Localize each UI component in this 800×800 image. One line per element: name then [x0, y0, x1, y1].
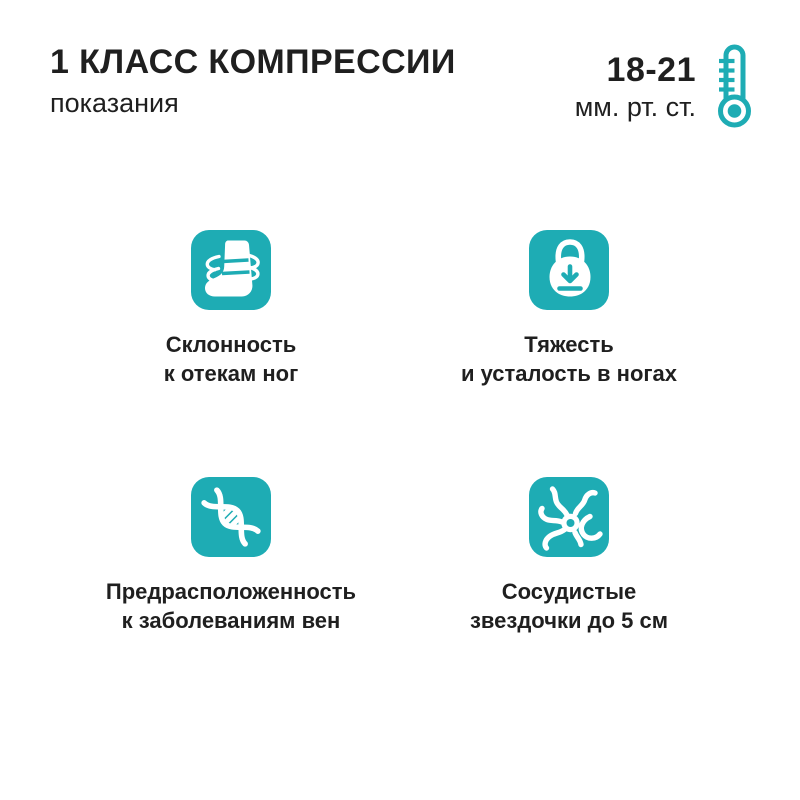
indication-label-line2: к заболеваниям вен: [121, 608, 341, 633]
indication-label-line2: и усталость в ногах: [460, 361, 678, 386]
pressure-block: [575, 41, 762, 132]
spider-veins-icon: [529, 477, 609, 557]
indication-label: [164, 330, 299, 388]
page-subtitle: показания: [50, 88, 179, 118]
pressure-text: [575, 51, 696, 123]
indication-label-line1: Сосудистые: [501, 579, 637, 604]
pressure-value: 18-21: [606, 50, 696, 89]
indication-item-swelling: [62, 230, 400, 388]
header: [50, 44, 456, 118]
ankle-compression-icon: [191, 230, 271, 310]
indication-label: [461, 330, 677, 388]
pressure-unit: мм. рт. ст.: [574, 91, 696, 122]
indication-item-spider-veins: [400, 477, 738, 635]
kettlebell-weight-icon: [529, 230, 609, 310]
indication-label: [470, 577, 668, 635]
indication-item-predisposition: [62, 477, 400, 635]
indication-label-line1: Склонность: [165, 332, 297, 357]
indication-item-heaviness: [400, 230, 738, 388]
indication-label-line1: Тяжесть: [524, 332, 614, 357]
indications-grid: [62, 230, 738, 635]
indication-label-line1: Предрасположенность: [105, 579, 357, 604]
thermometer-icon: [705, 41, 762, 132]
page-title: 1 КЛАСС КОМПРЕССИИ: [50, 43, 456, 81]
indication-label-line2: звездочки до 5 см: [470, 608, 668, 633]
indication-label: [106, 577, 356, 635]
dna-icon: [191, 477, 271, 557]
indication-label-line2: к отекам ног: [163, 361, 299, 386]
